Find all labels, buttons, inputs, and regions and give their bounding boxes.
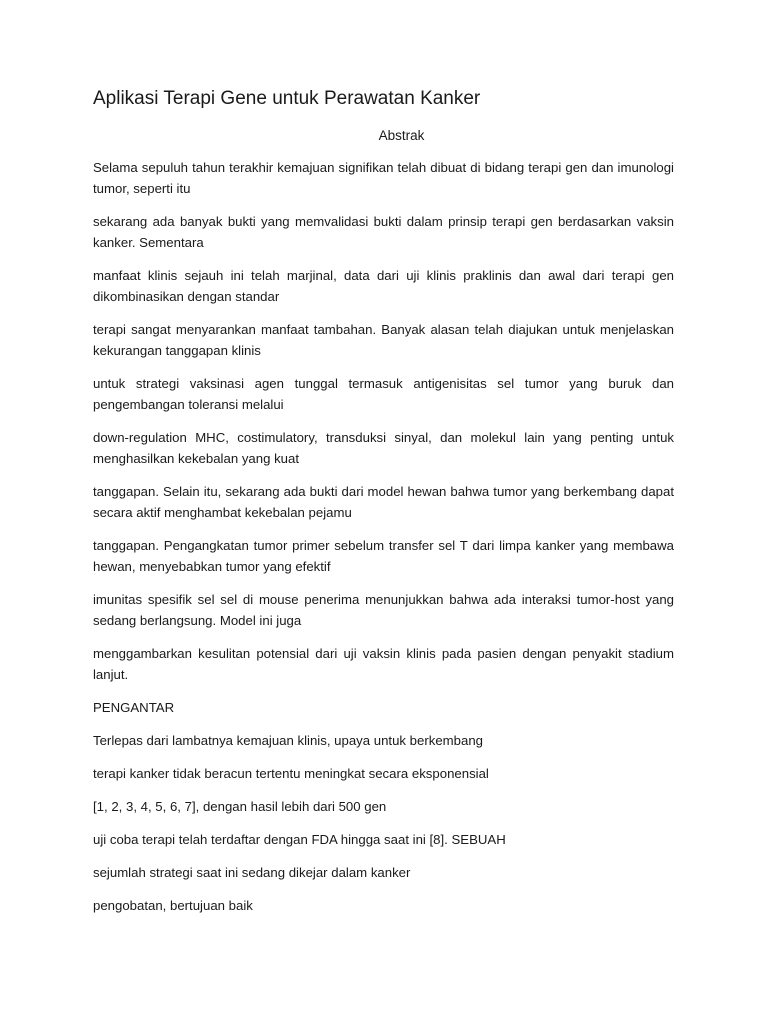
intro-line: terapi kanker tidak beracun tertentu meningkat secara eksponensial [93, 766, 489, 781]
abstract-paragraph: manfaat klinis sejauh ini telah marjinal, data dari uji klinis praklinis dan awal dari terapi gen dikombinasikan dengan standar [93, 268, 674, 304]
abstract-paragraph: untuk strategi vaksinasi agen tunggal termasuk antigenisitas sel tumor yang buruk dan pengembangan toleransi melalui [93, 376, 674, 412]
abstract-paragraph: down-regulation MHC, costimulatory, transduksi sinyal, dan molekul lain yang penting untuk menghasilkan kekebalan yang kuat [93, 430, 674, 466]
abstract-paragraph: sekarang ada banyak bukti yang memvalidasi bukti dalam prinsip terapi gen berdasarkan vaksin kanker. Sementara [93, 214, 674, 250]
abstract-heading: Abstrak [378, 128, 425, 143]
abstract-paragraph: tanggapan. Selain itu, sekarang ada bukti dari model hewan bahwa tumor yang berkembang dapat secara aktif menghambat kekebalan pejamu [93, 484, 674, 520]
abstract-body [93, 157, 674, 685]
intro-line: sejumlah strategi saat ini sedang dikejar dalam kanker [93, 865, 411, 880]
section-heading-pengantar: PENGANTAR [93, 700, 175, 715]
document-title: Aplikasi Terapi Gene untuk Perawatan Kanker [93, 88, 481, 109]
intro-line: uji coba terapi telah terdaftar dengan FDA hingga saat ini [8]. SEBUAH [93, 832, 506, 847]
abstract-paragraph: menggambarkan kesulitan potensial dari uji vaksin klinis pada pasien dengan penyakit stadium lanjut. [93, 646, 674, 682]
abstract-paragraph: terapi sangat menyarankan manfaat tambahan. Banyak alasan telah diajukan untuk menjelaskan kekurangan tanggapan klinis [93, 322, 674, 358]
intro-line: pengobatan, bertujuan baik [93, 898, 253, 913]
intro-line: [1, 2, 3, 4, 5, 6, 7], dengan hasil lebih dari 500 gen [93, 799, 387, 814]
abstract-paragraph: imunitas spesifik sel sel di mouse penerima menunjukkan bahwa ada interaksi tumor-host yang sedang berlangsung. Model ini juga [93, 592, 674, 628]
abstract-paragraph: tanggapan. Pengangkatan tumor primer sebelum transfer sel T dari limpa kanker yang membawa hewan, menyebabkan tumor yang efektif [93, 538, 674, 574]
intro-line: Terlepas dari lambatnya kemajuan klinis, upaya untuk berkembang [93, 733, 483, 748]
intro-body [93, 730, 674, 916]
document-page [93, 86, 674, 916]
abstract-paragraph: Selama sepuluh tahun terakhir kemajuan signifikan telah dibuat di bidang terapi gen dan imunologi tumor, seperti itu [93, 160, 674, 196]
